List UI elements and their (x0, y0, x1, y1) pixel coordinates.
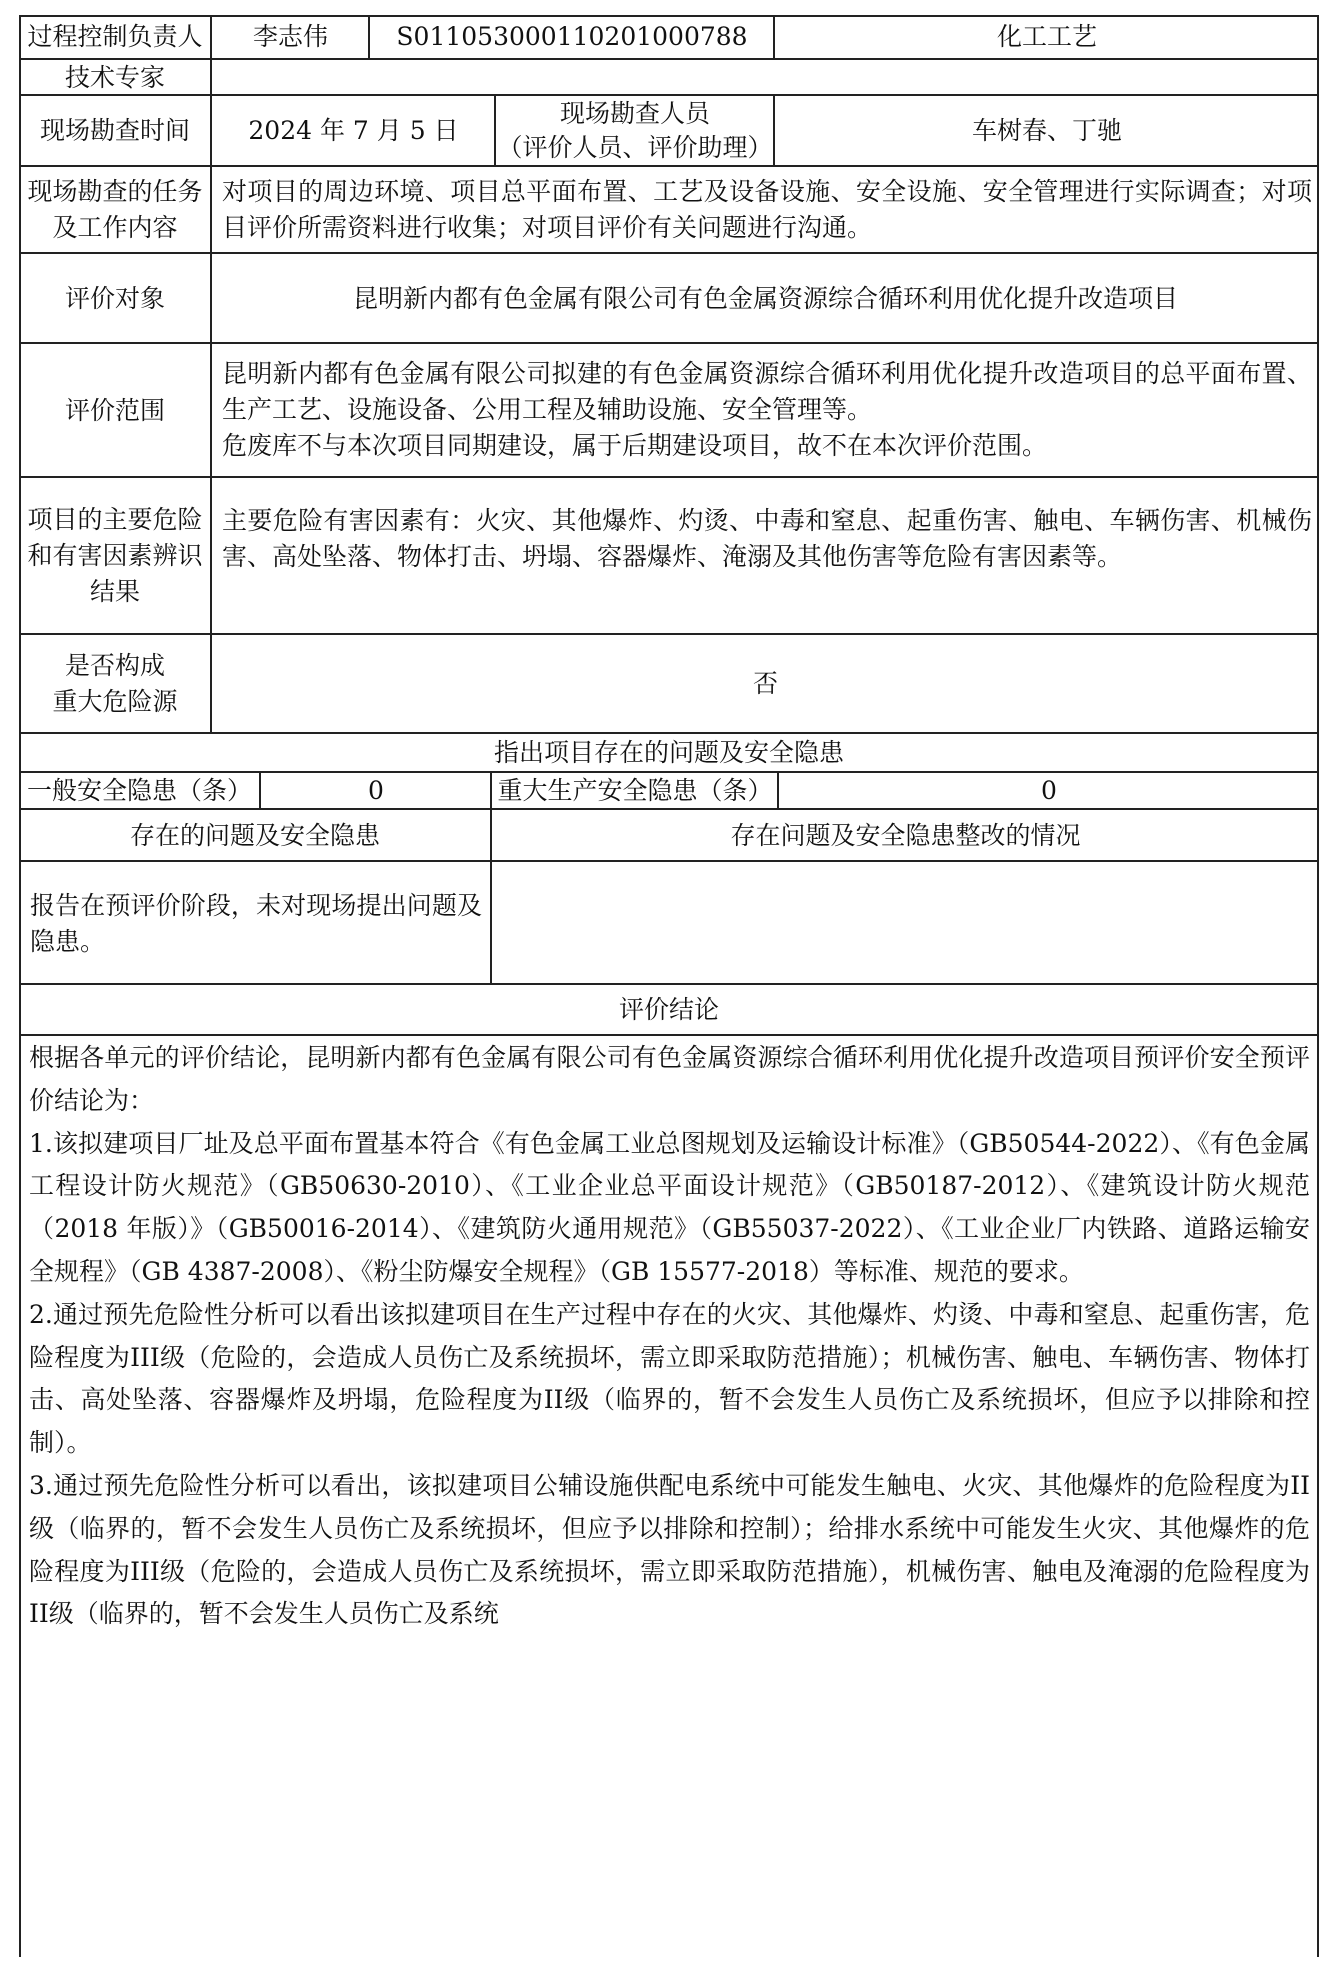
task-content: 对项目的周边环境、项目总平面布置、工艺及设备设施、安全设施、安全管理进行实际调查；对项目评价所需资料进行收集；对项目评价有关问题进行沟通。 (222, 177, 1312, 242)
survey-staff-label (496, 96, 774, 166)
hazard-label-line3: 结果 (89, 577, 140, 606)
scope-paragraph-1: 昆明新内都有色金属有限公司拟建的有色金属资源综合循环利用优化提升改造项目的总平面布置、生产工艺、设施设备、公用工程及辅助设施、安全管理等。 (222, 359, 1312, 424)
specialty: 化工工艺 (996, 22, 1097, 51)
conclusion-item-3: 3.通过预先危险性分析可以看出，该拟建项目公辅设施供配电系统中可能发生触电、火灾、其他爆炸的危险程度为II级（临界的，暂不会发生人员伤亡及系统损坏，但应予以排除和控制）；给排水系统中可能发生火灾、其他爆炸的危险程度为III级（危险的，会造成人员伤亡及系统损坏，需立即采取防范措施），机械伤害、触电及淹溺的危险程度为II级（临界的，暂不会发生人员伤亡及系统 (29, 1470, 1310, 1629)
conclusion-intro: 根据各单元的评价结论，昆明新内都有色金属有限公司有色金属资源综合循环利用优化提升改造项目预评价安全预评价结论为： (29, 1043, 1310, 1115)
conclusion-header: 评价结论 (618, 995, 719, 1024)
task-label (19, 167, 211, 253)
process-control-lead-label: 过程控制负责人 (27, 22, 203, 51)
hazard-label (19, 478, 211, 634)
technical-expert-label: 技术专家 (64, 62, 165, 92)
issues-column-header: 存在的问题及安全隐患 (129, 820, 380, 850)
issues-header: 指出项目存在的问题及安全隐患 (493, 738, 844, 767)
general-hazard-count: 0 (368, 776, 384, 805)
evaluation-scope-label: 评价范围 (64, 395, 165, 425)
issues-content: 报告在预评价阶段，未对现场提出问题及隐患。 (30, 891, 482, 956)
hazard-label-line2: 和有害因素辨识 (27, 541, 203, 570)
hazard-content: 主要危险有害因素有：火灾、其他爆炸、灼烫、中毒和窒息、起重伤害、触电、车辆伤害、机械伤害、高处坠落、物体打击、坍塌、容器爆炸、淹溺及其他伤害等危险有害因素等。 (222, 506, 1312, 571)
task-label-line1: 现场勘查的任务 (27, 177, 203, 206)
lead-name: 李志伟 (252, 22, 328, 51)
major-production-hazard-count: 0 (1041, 776, 1057, 805)
general-hazard-label: 一般安全隐患（条） (26, 776, 252, 805)
conclusion-content (29, 1037, 1310, 1957)
evaluation-object-value: 昆明新内都有色金属有限公司有色金属资源综合循环利用优化提升改造项目 (352, 283, 1178, 313)
rectification-column-header: 存在问题及安全隐患整改的情况 (730, 820, 1081, 850)
survey-staff-label-line1: 现场勘查人员 (559, 99, 710, 128)
row-divider (19, 476, 1319, 478)
major-hazard-label-line2: 重大危险源 (52, 687, 178, 716)
technical-expert-value (212, 60, 1319, 95)
hazard-label-line1: 项目的主要危险 (27, 505, 203, 534)
task-label-line2: 及工作内容 (52, 213, 178, 242)
certificate-number: S011053000110201000788 (396, 22, 748, 51)
major-hazard-label-line1: 是否构成 (64, 651, 165, 680)
survey-staff-value: 车树春、丁驰 (971, 116, 1122, 145)
survey-staff-label-line2: （评价人员、评价助理） (497, 133, 773, 162)
evaluation-object-label: 评价对象 (64, 283, 165, 313)
survey-time-value: 2024 年 7 月 5 日 (248, 116, 459, 145)
conclusion-item-1: 1.该拟建项目厂址及总平面布置基本符合《有色金属工业总图规划及运输设计标准》（GB50544-2022）、《有色金属工程设计防火规范》（GB50630-2010）、《工业企业总平面设计规范》（GB50187-2012）、《建筑设计防火规范（2018 年版）》（GB50016-2014）、《建筑防火通用规范》（GB55037-2022）、《工业企业厂内铁路、道路运输安全规程》（GB 4387-2008）、《粉尘防爆安全规程》（GB 15577-2018）等标准、规范的要求。 (29, 1128, 1310, 1286)
major-hazard-value: 否 (752, 669, 778, 698)
survey-time-label: 现场勘查时间 (39, 116, 190, 145)
major-hazard-label (19, 635, 211, 733)
evaluation-scope-content (222, 356, 1312, 464)
conclusion-item-2: 2.通过预先危险性分析可以看出该拟建项目在生产过程中存在的火灾、其他爆炸、灼烫、中毒和窒息、起重伤害，危险程度为III级（危险的，会造成人员伤亡及系统损坏，需立即采取防范措施）；机械伤害、触电、车辆伤害、物体打击、高处坠落、容器爆炸及坍塌，危险程度为II级（临界的，暂不会发生人员伤亡及系统损坏，但应予以排除和控制）。 (29, 1299, 1310, 1458)
scope-paragraph-2: 危废库不与本次项目同期建设，属于后期建设项目，故不在本次评价范围。 (222, 431, 1048, 460)
major-production-hazard-label: 重大生产安全隐患（条） (497, 776, 773, 805)
